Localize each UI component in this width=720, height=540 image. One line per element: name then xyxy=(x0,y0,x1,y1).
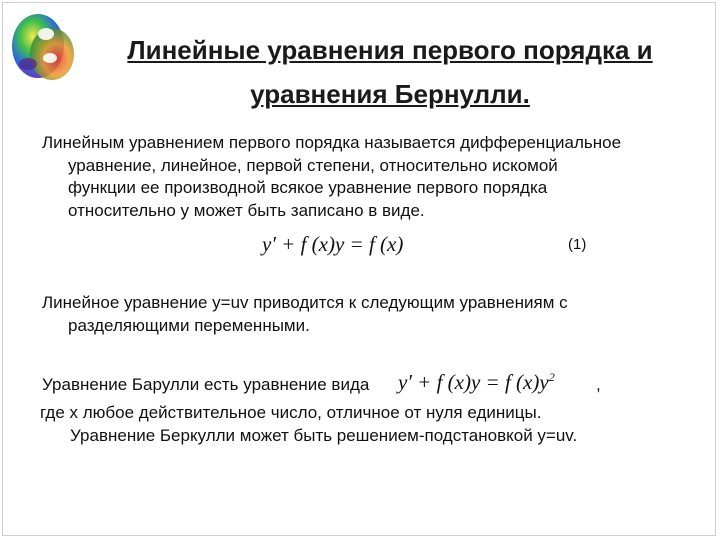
text-line: разделяющими переменными. xyxy=(68,315,310,335)
text-line: Уравнение Беркулли может быть решением-подстановкой y=uv. xyxy=(70,425,578,445)
text-line: Линейное уравнение y=uv приводится к следующим уравнениям с xyxy=(42,293,568,312)
torus-logo-icon xyxy=(8,8,80,88)
text-line: относительно y может быть записано в виде. xyxy=(68,200,425,220)
bernoulli-equation-formula xyxy=(398,370,555,395)
text-line: функции ее производной всякое уравнение первого порядка xyxy=(68,178,548,197)
definition-paragraph xyxy=(42,132,682,222)
formula-exponent: 2 xyxy=(548,370,555,384)
bernoulli-lead: Уравнение Барулли есть уравнение вида xyxy=(42,375,370,394)
text-line: Линейным уравнением первого порядка называется дифференциальное xyxy=(42,133,622,152)
substitution-paragraph xyxy=(42,292,682,337)
bernoulli-paragraph xyxy=(40,402,680,447)
trailing-comma: , xyxy=(596,375,601,394)
equation-number: (1) xyxy=(568,236,587,253)
linear-equation-formula: y′ + f (x)y = f (x) xyxy=(262,232,404,256)
title-line: Линейные уравнения первого порядка и xyxy=(127,35,653,65)
title-line: уравнения Бернулли. xyxy=(250,79,530,109)
formula-body: y′ + f (x)y = f (x)y xyxy=(398,370,549,394)
text-line: уравнение, линейное, первой степени, относительно искомой xyxy=(68,155,558,175)
slide-title xyxy=(90,28,690,116)
text-line: где x любое действительное число, отличное от нуля единицы. xyxy=(40,403,542,422)
